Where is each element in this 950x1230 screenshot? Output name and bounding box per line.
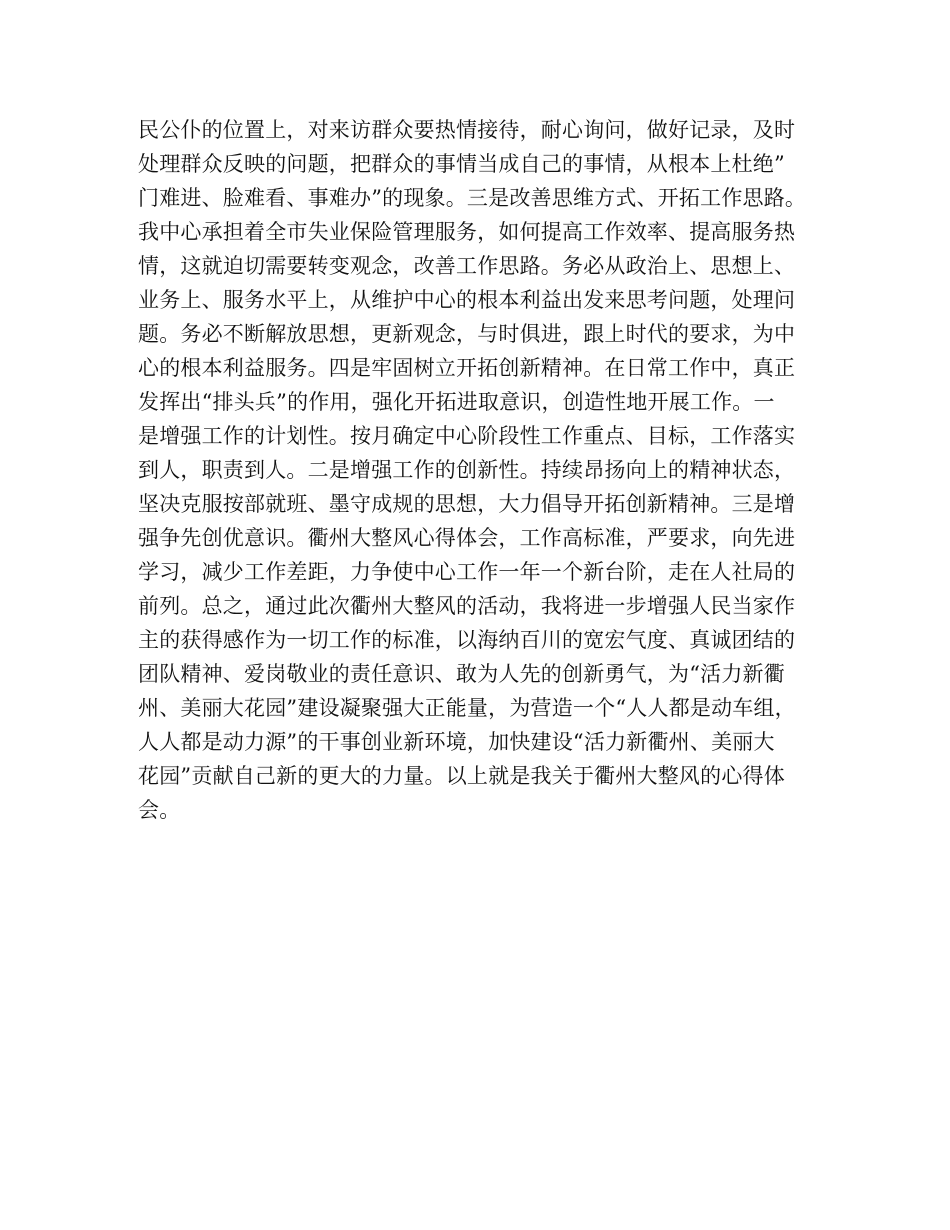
text-line: 团队精神、爱岗敬业的责任意识、敢为人先的创新勇气，为“活力新衢 (138, 662, 785, 686)
text-line: 花园”贡献自己新的更大的力量。以上就是我关于衢州大整风的心得体 (138, 764, 785, 788)
text-line: 主的获得感作为一切工作的标准，以海纳百川的宽宏气度、真诚团结的 (138, 628, 796, 652)
text-line: 人人都是动力源”的干事创业新环境，加快建设“活力新衢州、美丽大 (138, 730, 775, 754)
text-line: 业务上、服务水平上，从维护中心的根本利益出发来思考问题，处理问 (138, 288, 796, 312)
text-line: 民公仆的位置上，对来访群众要热情接待，耐心询问，做好记录，及时 (138, 118, 796, 142)
text-line: 学习，减少工作差距，力争使中心工作一年一个新台阶，走在人社局的 (138, 560, 796, 584)
text-line: 情，这就迫切需要转变观念，改善工作思路。务必从政治上、思想上、 (138, 254, 796, 278)
text-line: 题。务必不断解放思想，更新观念，与时俱进，跟上时代的要求，为中 (138, 322, 796, 346)
text-line: 我中心承担着全市失业保险管理服务，如何提高工作效率、提高服务热 (138, 220, 796, 244)
body-text (138, 113, 838, 827)
text-line: 州、美丽大花园”建设凝聚强大正能量，为营造一个“人人都是动车组， (138, 696, 796, 720)
text-line: 是增强工作的计划性。按月确定中心阶段性工作重点、目标，工作落实 (138, 424, 796, 448)
text-line: 会。 (138, 798, 181, 822)
text-line: 门难进、脸难看、事难办”的现象。三是改善思维方式、开拓工作思路。 (138, 186, 807, 210)
text-line: 强争先创优意识。衢州大整风心得体会，工作高标准，严要求，向先进 (138, 526, 796, 550)
text-line: 发挥出“排头兵”的作用，强化开拓进取意识，创造性地开展工作。一 (138, 390, 775, 414)
text-line: 坚决克服按部就班、墨守成规的思想，大力倡导开拓创新精神。三是增 (138, 492, 796, 516)
text-line: 到人，职责到人。二是增强工作的创新性。持续昂扬向上的精神状态， (138, 458, 796, 482)
text-line: 前列。总之，通过此次衢州大整风的活动，我将进一步增强人民当家作 (138, 594, 796, 618)
text-line: 心的根本利益服务。四是牢固树立开拓创新精神。在日常工作中，真正 (138, 356, 796, 380)
text-line: 处理群众反映的问题，把群众的事情当成自己的事情，从根本上杜绝” (138, 152, 785, 176)
